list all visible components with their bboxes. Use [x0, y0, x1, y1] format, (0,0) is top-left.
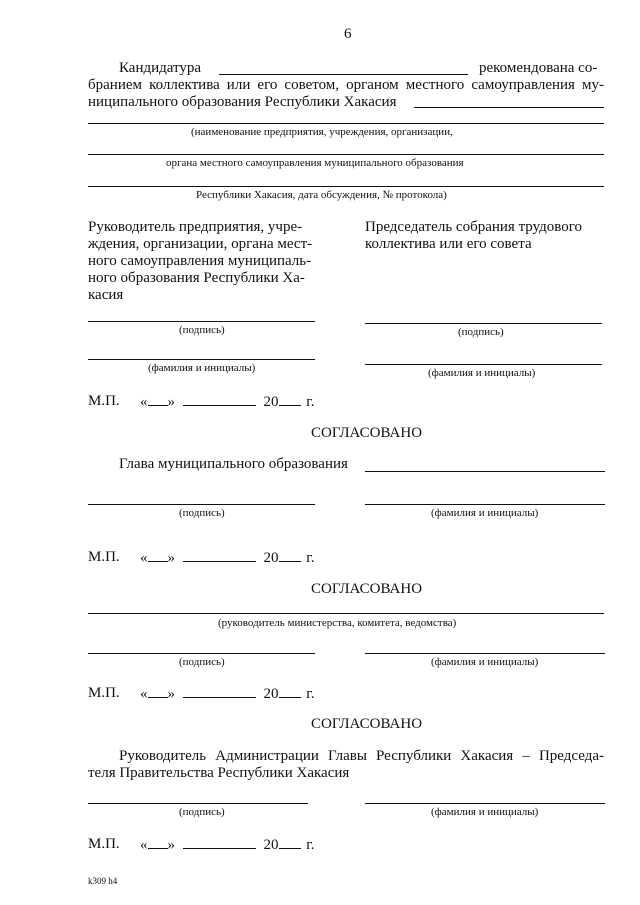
- year-suffix: г.: [306, 550, 315, 566]
- century: 20: [263, 686, 279, 702]
- day-blank[interactable]: [148, 393, 168, 406]
- municipal-name-caption: (фамилия и инициалы): [431, 507, 539, 519]
- date-field[interactable]: [140, 685, 314, 703]
- right-name-line[interactable]: [365, 364, 602, 365]
- date-field[interactable]: [140, 393, 314, 411]
- mp-label: М.П.: [88, 685, 120, 701]
- left-signer-line: касия: [88, 287, 124, 303]
- candidacy-line-3: ниципального образования Республики Хакасия: [88, 94, 397, 110]
- candidacy-line-2-text: бранием коллектива или его советом, органом местного самоуправления му-: [88, 77, 604, 93]
- municipal-signature-line[interactable]: [88, 504, 315, 505]
- month-blank[interactable]: [183, 836, 256, 849]
- right-signature-caption: (подпись): [458, 326, 504, 338]
- mp-label: М.П.: [88, 393, 120, 409]
- year-suffix: г.: [306, 394, 315, 410]
- left-name-caption: (фамилия и инициалы): [148, 362, 256, 374]
- date-field[interactable]: [140, 836, 314, 854]
- left-signer-title: [88, 219, 338, 304]
- mp-label: М.П.: [88, 836, 120, 852]
- candidate-name-line[interactable]: [219, 74, 468, 75]
- ministry-head-line[interactable]: [88, 613, 604, 614]
- day-blank[interactable]: [148, 836, 168, 849]
- administration-line-1-text: Руководитель Администрации Главы Республики Хакасия – Председа-: [119, 748, 604, 764]
- municipal-head-label: Глава муниципального образования: [119, 456, 348, 472]
- municipal-name-line[interactable]: [365, 504, 605, 505]
- year-suffix: г.: [306, 686, 315, 702]
- century: 20: [263, 837, 279, 853]
- left-signature-line[interactable]: [88, 321, 315, 322]
- footer-code: k309 h4: [88, 876, 118, 886]
- page-number: 6: [344, 26, 352, 42]
- date-field[interactable]: [140, 549, 314, 567]
- century: 20: [263, 550, 279, 566]
- day-blank[interactable]: [148, 549, 168, 562]
- mp-label: М.П.: [88, 549, 120, 565]
- ministry-signature-line[interactable]: [88, 653, 315, 654]
- municipal-signature-caption: (подпись): [179, 507, 225, 519]
- month-blank[interactable]: [183, 549, 256, 562]
- administration-signature-line[interactable]: [88, 803, 308, 804]
- quote-close: »: [167, 394, 175, 410]
- year-blank[interactable]: [279, 685, 301, 698]
- agreed-heading: СОГЛАСОВАНО: [311, 581, 423, 597]
- right-signature-line[interactable]: [365, 323, 602, 324]
- local-gov-caption: органа местного самоуправления муниципального образования: [166, 157, 464, 169]
- quote-close: »: [167, 837, 175, 853]
- century: 20: [263, 394, 279, 410]
- ministry-name-caption: (фамилия и инициалы): [431, 656, 539, 668]
- local-gov-line[interactable]: [88, 154, 604, 155]
- right-signer-line: коллектива или его совета: [365, 236, 532, 252]
- left-signature-caption: (подпись): [179, 324, 225, 336]
- ministry-signature-caption: (подпись): [179, 656, 225, 668]
- ministry-head-caption: (руководитель министерства, комитета, ведомства): [218, 617, 457, 629]
- quote-open: «: [140, 550, 148, 566]
- right-signer-line: Председатель собрания трудового: [365, 219, 583, 235]
- left-signer-line: ного образования Республики Ха-: [88, 270, 305, 286]
- org-name-line[interactable]: [88, 123, 604, 124]
- administration-name-caption: (фамилия и инициалы): [431, 806, 539, 818]
- recommended-text: рекомендована со-: [479, 60, 598, 76]
- year-blank[interactable]: [279, 836, 301, 849]
- administration-line-1: [88, 748, 604, 765]
- administration-signature-caption: (подпись): [179, 806, 225, 818]
- left-name-line[interactable]: [88, 359, 315, 360]
- republic-date-caption: Республики Хакасия, дата обсуждения, № протокола): [196, 189, 447, 201]
- municipal-head-line[interactable]: [365, 471, 605, 472]
- quote-open: «: [140, 686, 148, 702]
- year-suffix: г.: [306, 837, 315, 853]
- agreed-heading: СОГЛАСОВАНО: [311, 716, 423, 732]
- right-signer-title: [365, 219, 610, 253]
- month-blank[interactable]: [183, 685, 256, 698]
- quote-close: »: [167, 550, 175, 566]
- month-blank[interactable]: [183, 393, 256, 406]
- left-signer-line: ного самоуправления муниципаль-: [88, 253, 312, 269]
- republic-date-line[interactable]: [88, 186, 604, 187]
- year-blank[interactable]: [279, 393, 301, 406]
- candidacy-line-2: [88, 77, 604, 94]
- org-name-caption: (наименование предприятия, учреждения, организации,: [191, 126, 453, 138]
- municipality-line[interactable]: [414, 107, 604, 108]
- left-signer-line: ждения, организации, органа мест-: [88, 236, 313, 252]
- left-signer-line: Руководитель предприятия, учре-: [88, 219, 303, 235]
- administration-line-2: теля Правительства Республики Хакасия: [88, 765, 350, 781]
- agreed-heading: СОГЛАСОВАНО: [311, 425, 423, 441]
- candidacy-word: Кандидатура: [119, 60, 202, 76]
- quote-open: «: [140, 394, 148, 410]
- year-blank[interactable]: [279, 549, 301, 562]
- right-name-caption: (фамилия и инициалы): [428, 367, 536, 379]
- administration-name-line[interactable]: [365, 803, 605, 804]
- quote-close: »: [167, 686, 175, 702]
- ministry-name-line[interactable]: [365, 653, 605, 654]
- quote-open: «: [140, 837, 148, 853]
- day-blank[interactable]: [148, 685, 168, 698]
